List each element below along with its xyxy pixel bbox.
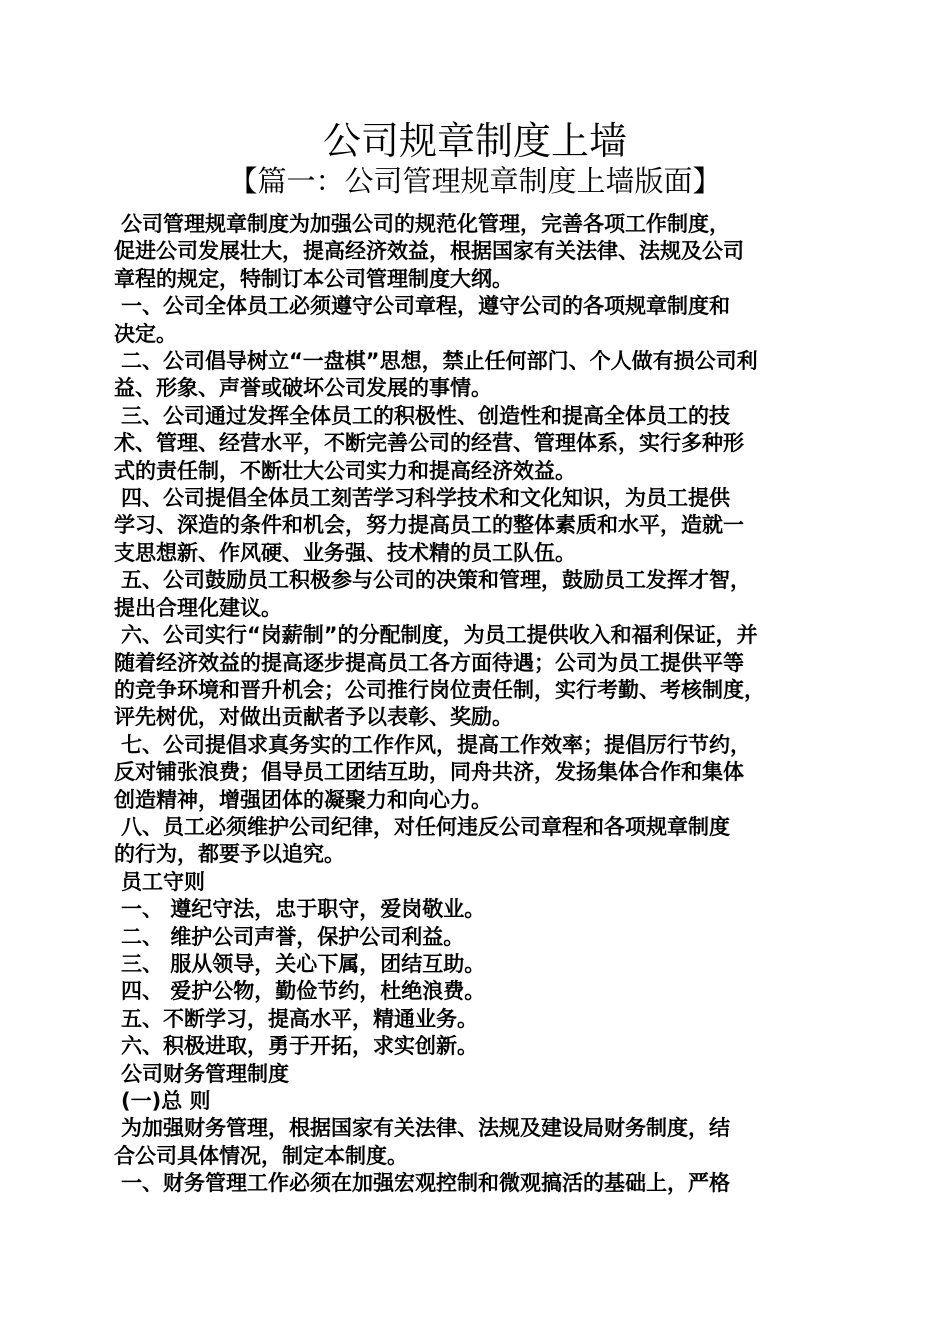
text-line: 的行为，都要予以追究。 — [114, 842, 345, 867]
text-line: 二、 维护公司声誉，保护公司利益。 — [121, 924, 465, 949]
text-line: (一)总 则 — [121, 1089, 211, 1113]
text-line: 学习、深造的条件和机会，努力提高员工的整体素质和水平，造就一 — [114, 513, 744, 538]
text-line: 评先树优，对做出贡献者予以表彰、奖励。 — [114, 705, 513, 730]
text-line: 公司财务管理制度 — [121, 1061, 289, 1086]
text-line: 五、公司鼓励员工积极参与公司的决策和管理，鼓励员工发挥才智， — [121, 568, 751, 593]
text-line: 八、员工必须维护公司纪律，对任何违反公司章程和各项规章制度 — [121, 814, 730, 839]
text-line: 益、形象、声誉或破坏公司发展的事情。 — [114, 376, 492, 401]
text-line: 五、不断学习，提高水平，精通业务。 — [121, 1006, 478, 1031]
text-line: 式的责任制，不断壮大公司实力和提高经济效益。 — [114, 458, 576, 483]
text-line: 一、 遵纪守法，忠于职守，爱岗敬业。 — [121, 897, 486, 922]
text-line: 四、公司提倡全体员工刻苦学习科学技术和文化知识，为员工提供 — [121, 486, 730, 511]
text-line: 四、 爱护公物，勤俭节约，杜绝浪费。 — [121, 979, 486, 1004]
text-line: 员工守则 — [121, 869, 205, 894]
text-line: 一、公司全体员工必须遵守公司章程，遵守公司的各项规章制度和 — [121, 294, 730, 319]
text-line: 提出合理化建议。 — [114, 595, 282, 620]
text-line: 七、公司提倡求真务实的工作作风，提高工作效率；提倡厉行节约， — [121, 732, 751, 757]
text-line: 三、公司通过发挥全体员工的积极性、创造性和提高全体员工的技 — [121, 403, 730, 428]
text-line: 合公司具体情况，制定本制度。 — [114, 1143, 408, 1168]
text-line: 公司管理规章制度为加强公司的规范化管理，完善各项工作制度， — [121, 212, 730, 236]
text-line: 决定。 — [114, 321, 177, 346]
text-line: 反对铺张浪费；倡导员工团结互助，同舟共济，发扬集体合作和集体 — [114, 760, 744, 785]
text-line: 随着经济效益的提高逐步提高员工各方面待遇；公司为员工提供平等 — [114, 650, 744, 675]
text-line: 章程的规定，特制订本公司管理制度大纲。 — [114, 266, 513, 291]
text-line: 的竞争环境和晋升机会；公司推行岗位责任制，实行考勤、考核制度， — [114, 677, 765, 702]
text-line: 六、公司实行“岗薪制”的分配制度，为员工提供收入和福利保证，并 — [121, 623, 758, 648]
text-line: 六、积极进取，勇于开拓，求实创新。 — [121, 1034, 478, 1059]
text-line: 术、管理、经营水平，不断完善公司的经营、管理体系，实行多种形 — [114, 431, 744, 456]
text-line: 创造精神，增强团体的凝聚力和向心力。 — [114, 787, 492, 812]
page-title: 公司规章制度上墙 — [322, 119, 627, 163]
text-line: 促进公司发展壮大，提高经济效益，根据国家有关法律、法规及公司 — [114, 239, 744, 264]
document-body — [114, 211, 844, 1198]
page-subtitle: 【篇一：公司管理规章制度上墙版面】 — [228, 164, 722, 198]
text-line: 三、 服从领导，关心下属，团结互助。 — [121, 951, 486, 976]
text-line: 支思想新、作风硬、业务强、技术精的员工队伍。 — [114, 540, 576, 565]
text-line: 为加强财务管理，根据国家有关法律、法规及建设局财务制度，结 — [121, 1116, 730, 1141]
text-line: 一、财务管理工作必须在加强宏观控制和微观搞活的基础上，严格 — [121, 1171, 730, 1196]
text-line: 二、公司倡导树立“一盘棋”思想，禁止任何部门、个人做有损公司利 — [121, 349, 758, 374]
